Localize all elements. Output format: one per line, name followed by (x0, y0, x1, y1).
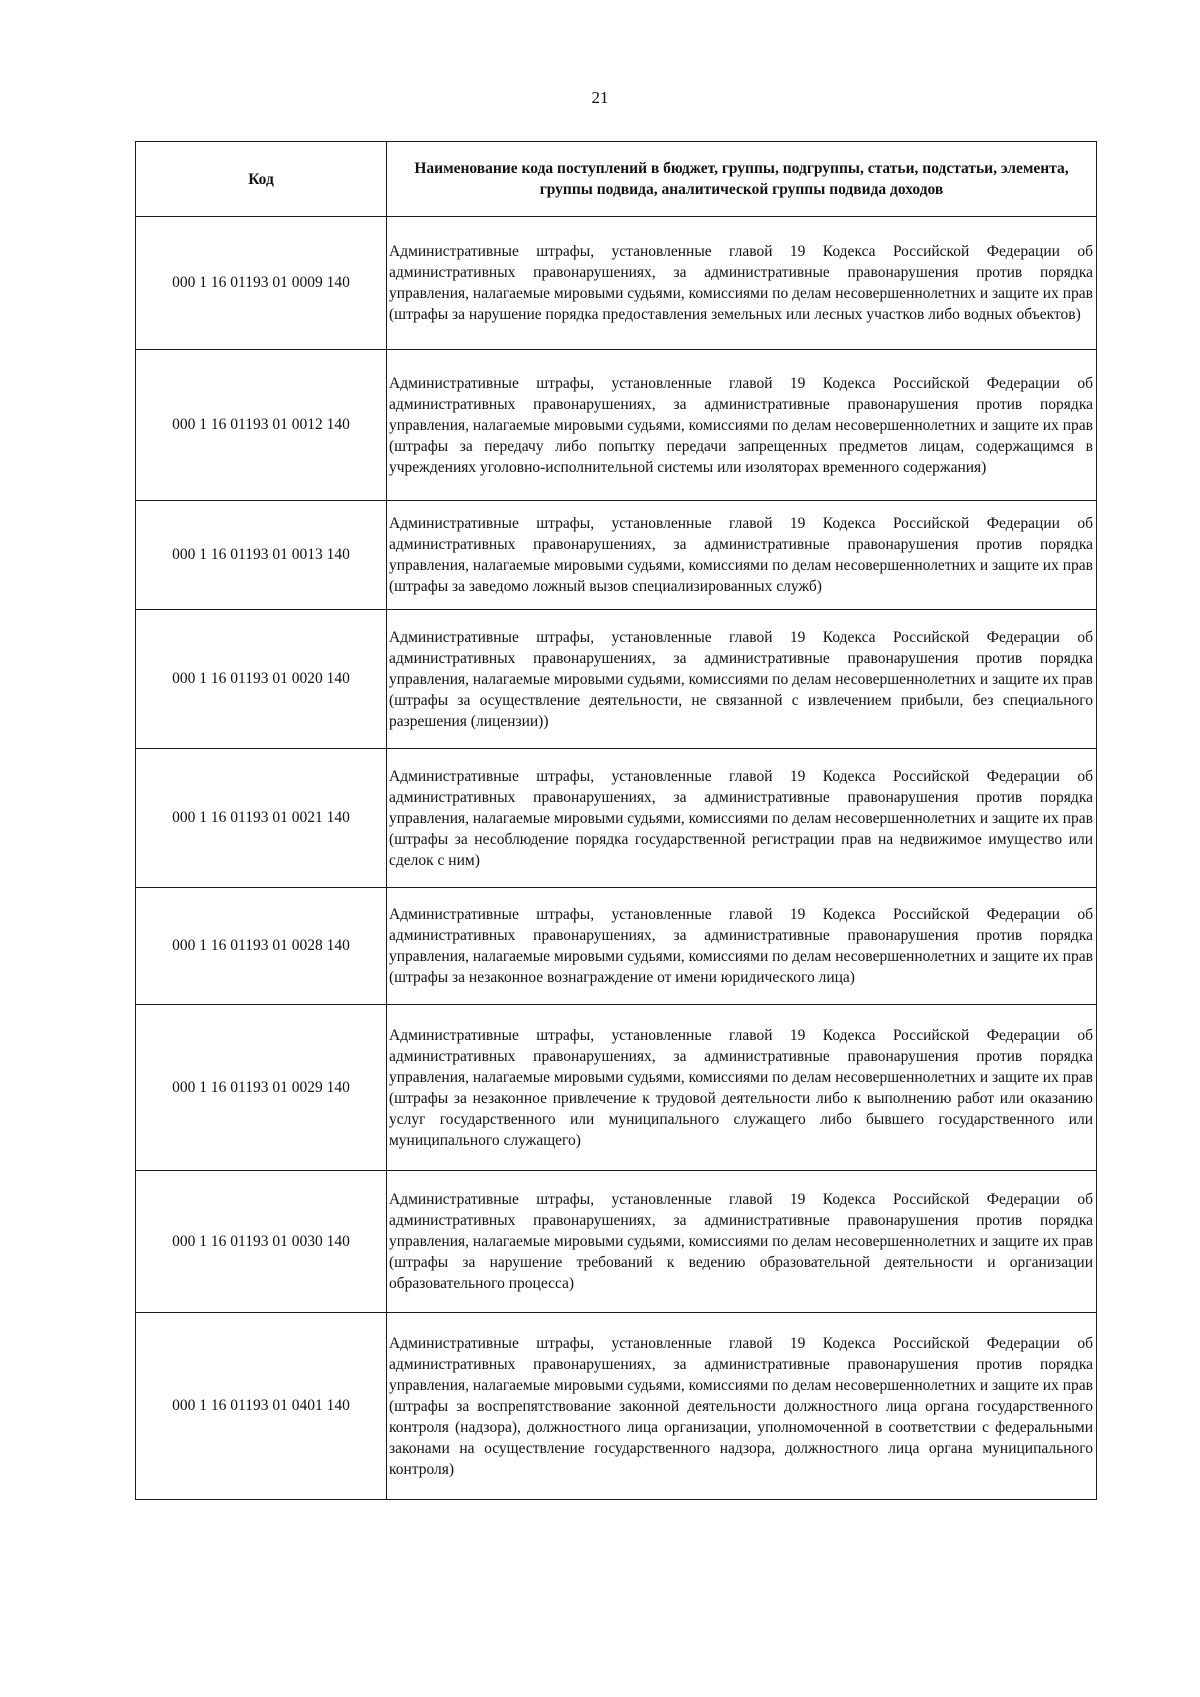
row-name: Административные штрафы, установленные главой 19 Кодекса Российской Федерации об административных правонарушениях, за административные правонарушения против порядка управления, налагаемые мировыми судьями, комиссиями по делам несовершеннолетних и защите их прав (штрафы за заведомо ложный вызов специализированных служб) (387, 501, 1097, 610)
table-row (136, 888, 1097, 1005)
row-code: 000 1 16 01193 01 0009 140 (136, 217, 387, 350)
table-row (136, 610, 1097, 749)
row-name: Административные штрафы, установленные главой 19 Кодекса Российской Федерации об административных правонарушениях, за административные правонарушения против порядка управления, налагаемые мировыми судьями, комиссиями по делам несовершеннолетних и защите их прав (штрафы за незаконное вознаграждение от имени юридического лица) (387, 888, 1097, 1005)
header-code: Код (136, 142, 387, 217)
row-name: Административные штрафы, установленные главой 19 Кодекса Российской Федерации об административных правонарушениях, за административные правонарушения против порядка управления, налагаемые мировыми судьями, комиссиями по делам несовершеннолетних и защите их прав (штрафы за несоблюдение порядка государственной регистрации прав на недвижимое имущество или сделок с ним) (387, 749, 1097, 888)
revenue-codes-table (135, 141, 1097, 1500)
row-code: 000 1 16 01193 01 0021 140 (136, 749, 387, 888)
row-code: 000 1 16 01193 01 0020 140 (136, 610, 387, 749)
row-name: Административные штрафы, установленные главой 19 Кодекса Российской Федерации об административных правонарушениях, за административные правонарушения против порядка управления, налагаемые мировыми судьями, комиссиями по делам несовершеннолетних и защите их прав (штрафы за воспрепятствование законной деятельности должностного лица органа государственного контроля (надзора), должностного лица организации, уполномоченной в соответствии с федеральными законами на осуществление государственного надзора, должностного лица органа муниципального контроля) (387, 1313, 1097, 1500)
table-row (136, 217, 1097, 350)
table-row (136, 501, 1097, 610)
row-name: Административные штрафы, установленные главой 19 Кодекса Российской Федерации об административных правонарушениях, за административные правонарушения против порядка управления, налагаемые мировыми судьями, комиссиями по делам несовершеннолетних и защите их прав (штрафы за нарушение порядка предоставления земельных или лесных участков либо водных объектов) (387, 217, 1097, 350)
page-number: 21 (591, 88, 609, 107)
header-name: Наименование кода поступлений в бюджет, группы, подгруппы, статьи, подстатьи, элемента, группы подвида, аналитической группы подвида доходов (387, 142, 1097, 217)
row-code: 000 1 16 01193 01 0030 140 (136, 1171, 387, 1313)
row-code: 000 1 16 01193 01 0013 140 (136, 501, 387, 610)
table-header-row (136, 142, 1097, 217)
row-name: Административные штрафы, установленные главой 19 Кодекса Российской Федерации об административных правонарушениях, за административные правонарушения против порядка управления, налагаемые мировыми судьями, комиссиями по делам несовершеннолетних и защите их прав (штрафы за передачу либо попытку передачи запрещенных предметов лицам, содержащимся в учреждениях уголовно-исполнительной системы или изоляторах временного содержания) (387, 350, 1097, 501)
table-row (136, 350, 1097, 501)
table-row (136, 1005, 1097, 1171)
table-row (136, 749, 1097, 888)
row-name: Административные штрафы, установленные главой 19 Кодекса Российской Федерации об административных правонарушениях, за административные правонарушения против порядка управления, налагаемые мировыми судьями, комиссиями по делам несовершеннолетних и защите их прав (штрафы за нарушение требований к ведению образовательной деятельности и организации образовательного процесса) (387, 1171, 1097, 1313)
row-code: 000 1 16 01193 01 0012 140 (136, 350, 387, 501)
row-code: 000 1 16 01193 01 0401 140 (136, 1313, 387, 1500)
row-code: 000 1 16 01193 01 0029 140 (136, 1005, 387, 1171)
row-code: 000 1 16 01193 01 0028 140 (136, 888, 387, 1005)
table-row (136, 1171, 1097, 1313)
row-name: Административные штрафы, установленные главой 19 Кодекса Российской Федерации об административных правонарушениях, за административные правонарушения против порядка управления, налагаемые мировыми судьями, комиссиями по делам несовершеннолетних и защите их прав (штрафы за незаконное привлечение к трудовой деятельности либо к выполнению работ или оказанию услуг государственного или муниципального служащего либо бывшего государственного или муниципального служащего) (387, 1005, 1097, 1171)
row-name: Административные штрафы, установленные главой 19 Кодекса Российской Федерации об административных правонарушениях, за административные правонарушения против порядка управления, налагаемые мировыми судьями, комиссиями по делам несовершеннолетних и защите их прав (штрафы за осуществление деятельности, не связанной с извлечением прибыли, без специального разрешения (лицензии)) (387, 610, 1097, 749)
table-row (136, 1313, 1097, 1500)
